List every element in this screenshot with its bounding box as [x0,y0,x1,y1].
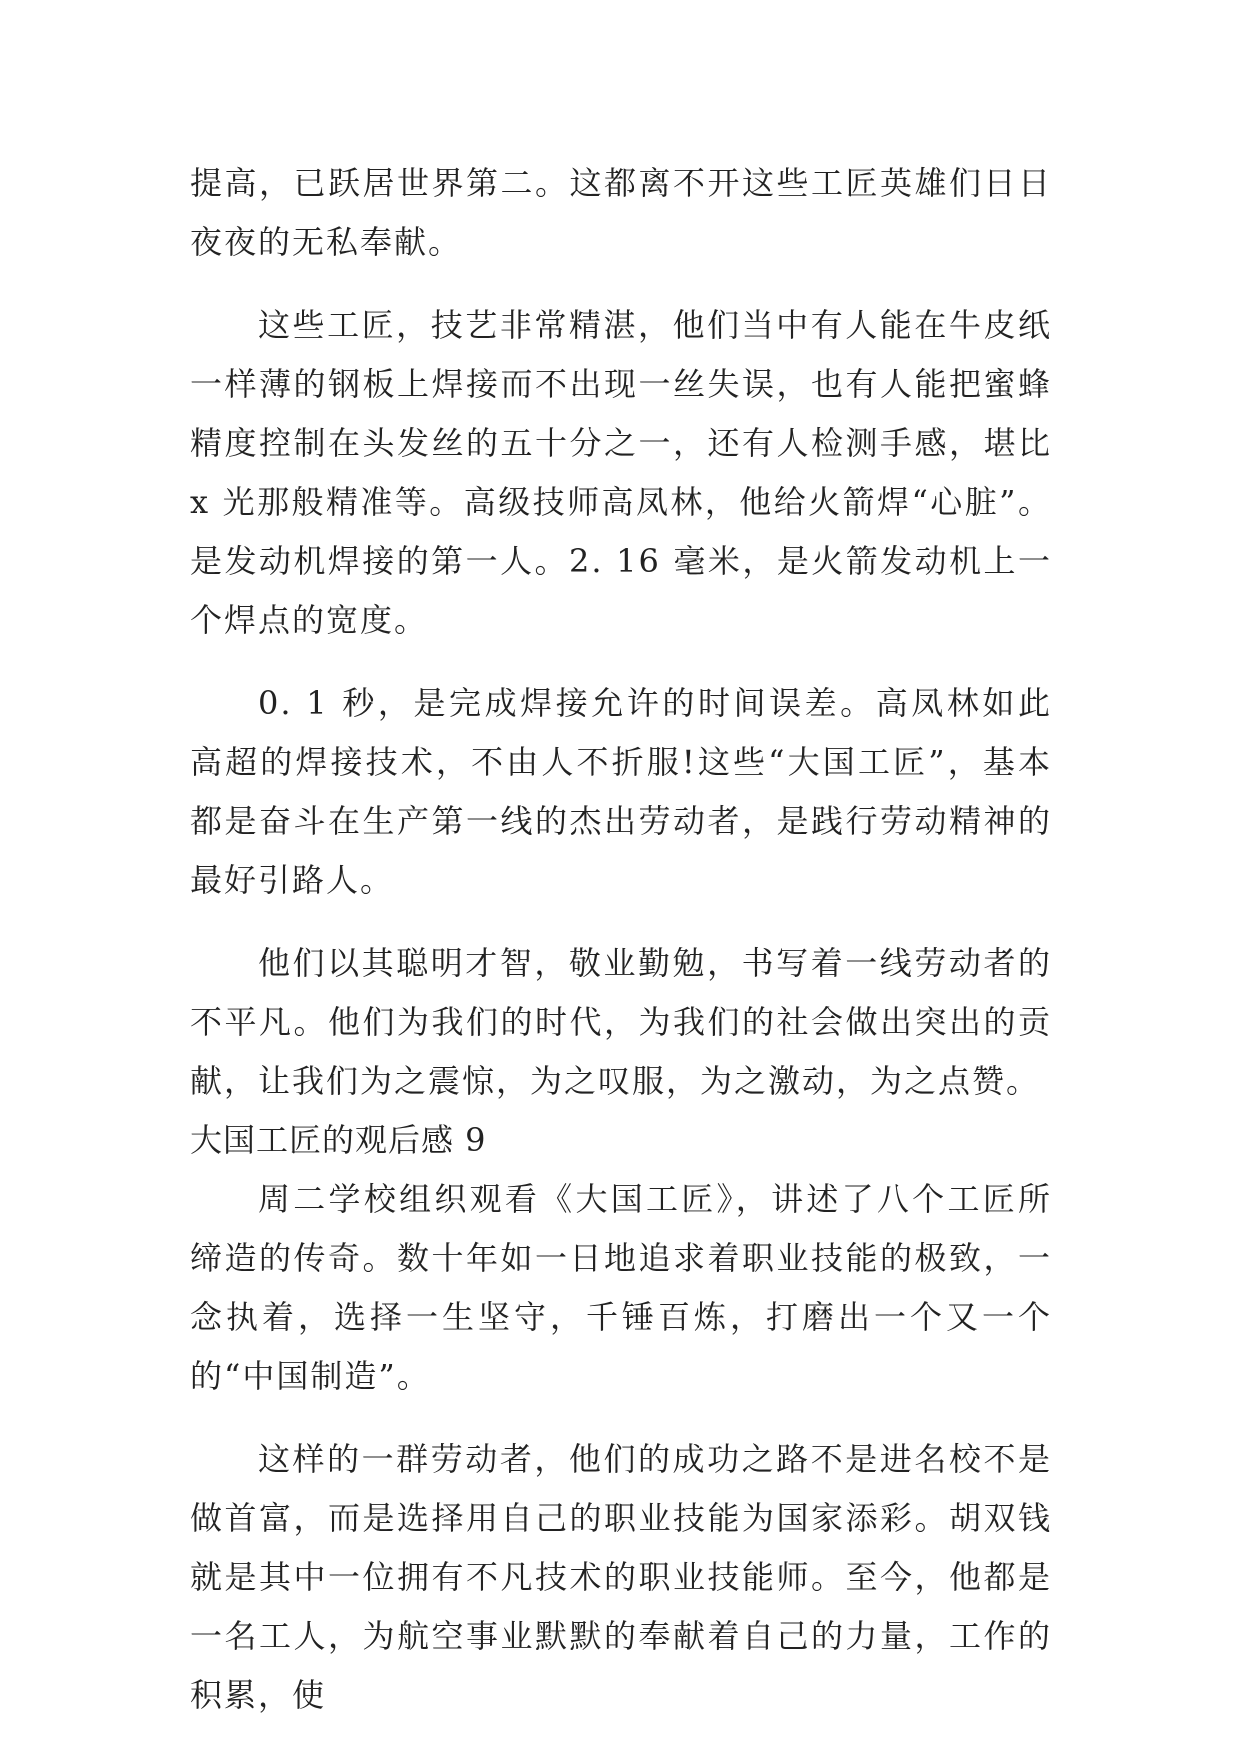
paragraph-hu-shuangqian: 这样的一群劳动者，他们的成功之路不是进名校不是做首富，而是选择用自己的职业技能为国家添彩。胡双钱就是其中一位拥有不凡技术的职业技能师。至今，他都是一名工人，为航空事业默默的奉献着自己的力量，工作的积累，使 [190,1440,1052,1714]
paragraph-workers-contribution: 他们以其聪明才智，敬业勤勉，书写着一线劳动者的不平凡。他们为我们的时代，为我们的社会做出突出的贡献，让我们为之震惊，为之叹服，为之激动，为之点赞。 [190,944,1052,1100]
document-body [190,154,1052,1725]
paragraph-school-viewing: 周二学校组织观看《大国工匠》，讲述了八个工匠所缔造的传奇。数十年如一日地追求着职业技能的极致，一念执着，选择一生坚守，千锤百炼，打磨出一个又一个的“中国制造”。 [190,1180,1052,1395]
paragraph-welding-precision: 0. 1 秒，是完成焊接允许的时间误差。高凤林如此高超的焊接技术，不由人不折服!这些“大国工匠”，基本都是奋斗在生产第一线的杰出劳动者，是践行劳动精神的最好引路人。 [190,684,1052,899]
section-title: 大国工匠的观后感 9 [190,1121,487,1159]
paragraph-craftsmen-skills: 这些工匠，技艺非常精湛，他们当中有人能在牛皮纸一样薄的钢板上焊接而不出现一丝失误，也有人能把蜜蜂精度控制在头发丝的五十分之一，还有人检测手感，堪比 x 光那般精准等。高级技师高凤林，他给火箭焊“心脏”。是发动机焊接的第一人。2. 16 毫米，是火箭发动机上一个焊点的宽度。 [190,306,1052,639]
paragraph-continuation: 提高，已跃居世界第二。这都离不开这些工匠英雄们日日夜夜的无私奉献。 [190,164,1052,261]
